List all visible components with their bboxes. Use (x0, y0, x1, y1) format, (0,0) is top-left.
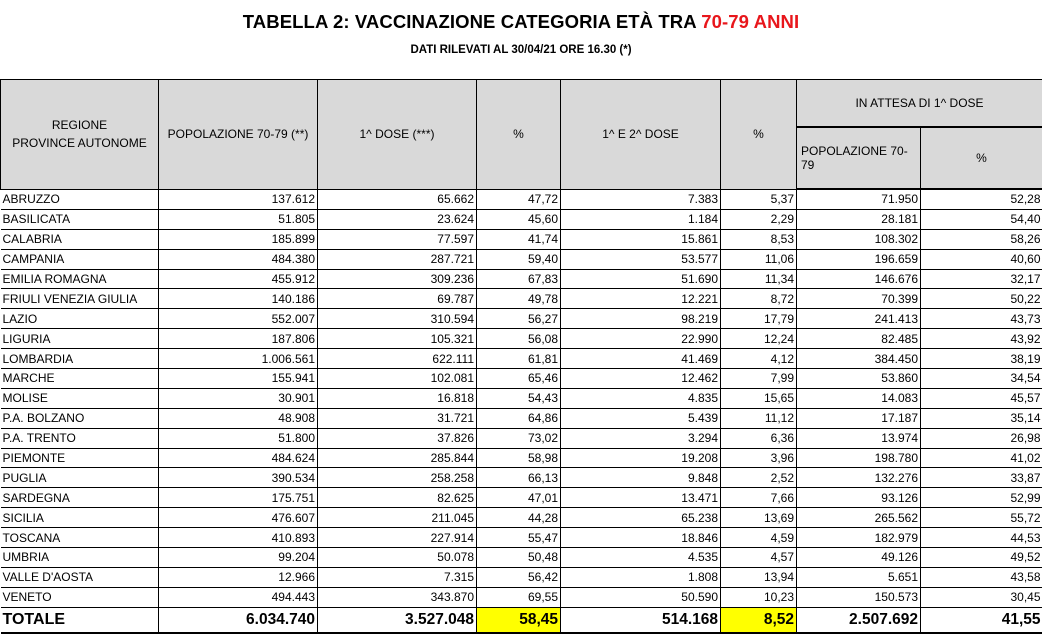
cell-pct-dose1: 58,98 (477, 448, 561, 468)
cell-population: 30.901 (159, 388, 318, 408)
cell-pct-dose12: 11,12 (721, 408, 797, 428)
data-timestamp: DATI RILEVATI AL 30/04/21 ORE 16.30 (*) (0, 44, 1042, 56)
cell-region: ABRUZZO (1, 189, 159, 209)
cell-region: TOSCANA (1, 528, 159, 548)
cell-region: SICILIA (1, 508, 159, 528)
cell-region: P.A. TRENTO (1, 428, 159, 448)
cell-dose1: 31.721 (318, 408, 477, 428)
cell-dose1: 7.315 (318, 567, 477, 587)
cell-waiting-population: 13.974 (797, 428, 921, 448)
cell-pct-dose12: 11,34 (721, 269, 797, 289)
cell-pct-dose1: 44,28 (477, 508, 561, 528)
cell-dose1: 23.624 (318, 209, 477, 229)
header-region (1, 80, 159, 190)
cell-waiting-population: 182.979 (797, 528, 921, 548)
cell-dose1: 37.826 (318, 428, 477, 448)
cell-dose12: 15.861 (561, 229, 721, 249)
cell-dose1: 65.662 (318, 189, 477, 209)
table-row (1, 388, 1042, 408)
cell-pct-dose1: 45,60 (477, 209, 561, 229)
cell-waiting-pct: 35,14 (921, 408, 1042, 428)
cell-population: 140.186 (159, 289, 318, 309)
table-row (1, 249, 1042, 269)
cell-dose12: 3.294 (561, 428, 721, 448)
cell-waiting-pct: 52,99 (921, 488, 1042, 508)
cell-region: SARDEGNA (1, 488, 159, 508)
cell-waiting-population: 241.413 (797, 309, 921, 329)
cell-dose12: 51.690 (561, 269, 721, 289)
cell-pct-dose1: 50,48 (477, 548, 561, 568)
cell-dose12: 4.535 (561, 548, 721, 568)
cell-waiting-population: 71.950 (797, 189, 921, 209)
header-pct-dose1: % (477, 80, 561, 190)
table-row (1, 548, 1042, 568)
table-row (1, 209, 1042, 229)
cell-dose12: 53.577 (561, 249, 721, 269)
cell-waiting-pct: 54,40 (921, 209, 1042, 229)
cell-pct-dose12: 10,23 (721, 587, 797, 607)
cell-waiting-population: 108.302 (797, 229, 921, 249)
cell-population: 455.912 (159, 269, 318, 289)
cell-pct-dose1: 69,55 (477, 587, 561, 607)
table-row (1, 468, 1042, 488)
table-row (1, 528, 1042, 548)
cell-pct-dose1: 59,40 (477, 249, 561, 269)
cell-waiting-pct: 26,98 (921, 428, 1042, 448)
cell-waiting-pct: 34,54 (921, 369, 1042, 389)
cell-dose1: 287.721 (318, 249, 477, 269)
cell-pct-dose1: 67,83 (477, 269, 561, 289)
cell-waiting-pct: 40,60 (921, 249, 1042, 269)
table-body (1, 189, 1042, 633)
cell-pct-dose12: 2,52 (721, 468, 797, 488)
cell-population: 494.443 (159, 587, 318, 607)
cell-waiting-pct: 50,22 (921, 289, 1042, 309)
cell-dose1: 82.625 (318, 488, 477, 508)
table-row (1, 189, 1042, 209)
cell-pct-dose1: 66,13 (477, 468, 561, 488)
title-prefix: TABELLA 2: VACCINAZIONE CATEGORIA ETÀ TRA (243, 11, 701, 32)
cell-region: VENETO (1, 587, 159, 607)
cell-pct-dose12: 15,65 (721, 388, 797, 408)
cell-waiting-pct: 58,26 (921, 229, 1042, 249)
cell-population: 51.805 (159, 209, 318, 229)
cell-region: PIEMONTE (1, 448, 159, 468)
cell-waiting-pct: 33,87 (921, 468, 1042, 488)
cell-pct-dose12: 3,96 (721, 448, 797, 468)
table-row (1, 587, 1042, 607)
cell-population: 12.966 (159, 567, 318, 587)
cell-dose12: 65.238 (561, 508, 721, 528)
cell-pct-dose12: 4,59 (721, 528, 797, 548)
cell-waiting-population: 70.399 (797, 289, 921, 309)
cell-waiting-pct: 38,19 (921, 349, 1042, 369)
total-pct-dose1: 58,45 (477, 607, 561, 633)
cell-population: 484.380 (159, 249, 318, 269)
table-row (1, 349, 1042, 369)
cell-pct-dose12: 4,12 (721, 349, 797, 369)
table-row (1, 488, 1042, 508)
cell-pct-dose1: 64,86 (477, 408, 561, 428)
total-row (1, 607, 1042, 633)
cell-region: CALABRIA (1, 229, 159, 249)
total-pct-dose12: 8,52 (721, 607, 797, 633)
cell-waiting-population: 384.450 (797, 349, 921, 369)
cell-pct-dose12: 12,24 (721, 329, 797, 349)
header-region-line2: PROVINCE AUTONOME (12, 136, 146, 150)
cell-pct-dose1: 49,78 (477, 289, 561, 309)
cell-waiting-pct: 32,17 (921, 269, 1042, 289)
cell-waiting-population: 132.276 (797, 468, 921, 488)
cell-dose1: 310.594 (318, 309, 477, 329)
table-row (1, 408, 1042, 428)
cell-population: 552.007 (159, 309, 318, 329)
cell-pct-dose12: 2,29 (721, 209, 797, 229)
header-region-line1: REGIONE (52, 118, 107, 132)
cell-pct-dose1: 73,02 (477, 428, 561, 448)
cell-region: UMBRIA (1, 548, 159, 568)
cell-pct-dose12: 4,57 (721, 548, 797, 568)
cell-waiting-population: 82.485 (797, 329, 921, 349)
cell-dose12: 13.471 (561, 488, 721, 508)
cell-population: 476.607 (159, 508, 318, 528)
table-row (1, 309, 1042, 329)
table-row (1, 269, 1042, 289)
cell-dose12: 19.208 (561, 448, 721, 468)
cell-dose12: 12.462 (561, 369, 721, 389)
cell-population: 185.899 (159, 229, 318, 249)
cell-dose12: 41.469 (561, 349, 721, 369)
cell-region: LIGURIA (1, 329, 159, 349)
cell-population: 48.908 (159, 408, 318, 428)
cell-dose1: 102.081 (318, 369, 477, 389)
cell-waiting-population: 146.676 (797, 269, 921, 289)
cell-pct-dose1: 41,74 (477, 229, 561, 249)
cell-waiting-pct: 55,72 (921, 508, 1042, 528)
cell-waiting-pct: 43,92 (921, 329, 1042, 349)
cell-waiting-pct: 45,57 (921, 388, 1042, 408)
cell-dose1: 211.045 (318, 508, 477, 528)
cell-dose1: 622.111 (318, 349, 477, 369)
cell-region: EMILIA ROMAGNA (1, 269, 159, 289)
table-row (1, 428, 1042, 448)
cell-region: MOLISE (1, 388, 159, 408)
total-waiting-pct: 41,55 (921, 607, 1042, 633)
cell-population: 175.751 (159, 488, 318, 508)
cell-region: PUGLIA (1, 468, 159, 488)
title-age-range: 70-79 ANNI (701, 11, 799, 32)
cell-dose1: 50.078 (318, 548, 477, 568)
cell-waiting-pct: 41,02 (921, 448, 1042, 468)
total-waiting-population: 2.507.692 (797, 607, 921, 633)
total-dose12: 514.168 (561, 607, 721, 633)
cell-waiting-pct: 30,45 (921, 587, 1042, 607)
table-row (1, 369, 1042, 389)
cell-pct-dose12: 6,36 (721, 428, 797, 448)
cell-pct-dose1: 47,72 (477, 189, 561, 209)
cell-dose1: 258.258 (318, 468, 477, 488)
cell-dose1: 69.787 (318, 289, 477, 309)
cell-waiting-population: 28.181 (797, 209, 921, 229)
cell-waiting-population: 49.126 (797, 548, 921, 568)
total-dose1: 3.527.048 (318, 607, 477, 633)
cell-pct-dose12: 7,66 (721, 488, 797, 508)
header-pct-dose12: % (721, 80, 797, 190)
cell-waiting-population: 5.651 (797, 567, 921, 587)
cell-dose1: 77.597 (318, 229, 477, 249)
cell-dose12: 1.184 (561, 209, 721, 229)
cell-pct-dose12: 7,99 (721, 369, 797, 389)
cell-dose1: 105.321 (318, 329, 477, 349)
cell-waiting-population: 53.860 (797, 369, 921, 389)
table-row (1, 448, 1042, 468)
cell-population: 1.006.561 (159, 349, 318, 369)
cell-dose1: 16.818 (318, 388, 477, 408)
cell-pct-dose12: 13,69 (721, 508, 797, 528)
cell-dose1: 227.914 (318, 528, 477, 548)
cell-pct-dose1: 47,01 (477, 488, 561, 508)
cell-dose1: 309.236 (318, 269, 477, 289)
cell-region: P.A. BOLZANO (1, 408, 159, 428)
cell-dose12: 5.439 (561, 408, 721, 428)
cell-population: 390.534 (159, 468, 318, 488)
cell-pct-dose12: 8,72 (721, 289, 797, 309)
cell-pct-dose12: 8,53 (721, 229, 797, 249)
cell-region: LAZIO (1, 309, 159, 329)
cell-pct-dose1: 56,27 (477, 309, 561, 329)
cell-pct-dose1: 55,47 (477, 528, 561, 548)
cell-region: BASILICATA (1, 209, 159, 229)
cell-waiting-pct: 52,28 (921, 189, 1042, 209)
cell-dose12: 7.383 (561, 189, 721, 209)
cell-waiting-pct: 43,73 (921, 309, 1042, 329)
cell-waiting-population: 93.126 (797, 488, 921, 508)
total-population: 6.034.740 (159, 607, 318, 633)
cell-population: 99.204 (159, 548, 318, 568)
total-region: TOTALE (1, 607, 159, 633)
vaccination-table (0, 79, 1042, 634)
cell-pct-dose12: 17,79 (721, 309, 797, 329)
cell-dose12: 12.221 (561, 289, 721, 309)
cell-population: 187.806 (159, 329, 318, 349)
cell-pct-dose1: 56,08 (477, 329, 561, 349)
cell-pct-dose1: 61,81 (477, 349, 561, 369)
header-dose12: 1^ E 2^ DOSE (561, 80, 721, 190)
cell-dose12: 9.848 (561, 468, 721, 488)
table-row (1, 289, 1042, 309)
cell-population: 137.612 (159, 189, 318, 209)
cell-dose12: 4.835 (561, 388, 721, 408)
cell-population: 51.800 (159, 428, 318, 448)
cell-waiting-population: 265.562 (797, 508, 921, 528)
cell-dose1: 343.870 (318, 587, 477, 607)
table-row (1, 567, 1042, 587)
cell-pct-dose1: 65,46 (477, 369, 561, 389)
cell-pct-dose1: 54,43 (477, 388, 561, 408)
cell-population: 410.893 (159, 528, 318, 548)
cell-population: 155.941 (159, 369, 318, 389)
header-waiting-population: POPOLAZIONE 70-79 (797, 127, 921, 189)
cell-dose12: 22.990 (561, 329, 721, 349)
table-title (0, 11, 1042, 33)
cell-region: MARCHE (1, 369, 159, 389)
cell-waiting-pct: 44,53 (921, 528, 1042, 548)
cell-region: FRIULI VENEZIA GIULIA (1, 289, 159, 309)
header-waiting: IN ATTESA DI 1^ DOSE (797, 80, 1042, 128)
cell-pct-dose12: 13,94 (721, 567, 797, 587)
cell-dose1: 285.844 (318, 448, 477, 468)
cell-dose12: 18.846 (561, 528, 721, 548)
cell-waiting-population: 14.083 (797, 388, 921, 408)
cell-dose12: 50.590 (561, 587, 721, 607)
cell-pct-dose1: 56,42 (477, 567, 561, 587)
cell-waiting-population: 198.780 (797, 448, 921, 468)
cell-waiting-population: 17.187 (797, 408, 921, 428)
cell-waiting-population: 196.659 (797, 249, 921, 269)
table-row (1, 508, 1042, 528)
cell-region: CAMPANIA (1, 249, 159, 269)
cell-pct-dose12: 5,37 (721, 189, 797, 209)
cell-region: LOMBARDIA (1, 349, 159, 369)
cell-pct-dose12: 11,06 (721, 249, 797, 269)
cell-waiting-pct: 43,58 (921, 567, 1042, 587)
header-dose1: 1^ DOSE (***) (318, 80, 477, 190)
cell-waiting-pct: 49,52 (921, 548, 1042, 568)
header-population: POPOLAZIONE 70-79 (**) (159, 80, 318, 190)
table-row (1, 229, 1042, 249)
cell-dose12: 1.808 (561, 567, 721, 587)
header-waiting-pct: % (921, 127, 1042, 189)
cell-dose12: 98.219 (561, 309, 721, 329)
cell-population: 484.624 (159, 448, 318, 468)
cell-region: VALLE D'AOSTA (1, 567, 159, 587)
cell-waiting-population: 150.573 (797, 587, 921, 607)
table-row (1, 329, 1042, 349)
